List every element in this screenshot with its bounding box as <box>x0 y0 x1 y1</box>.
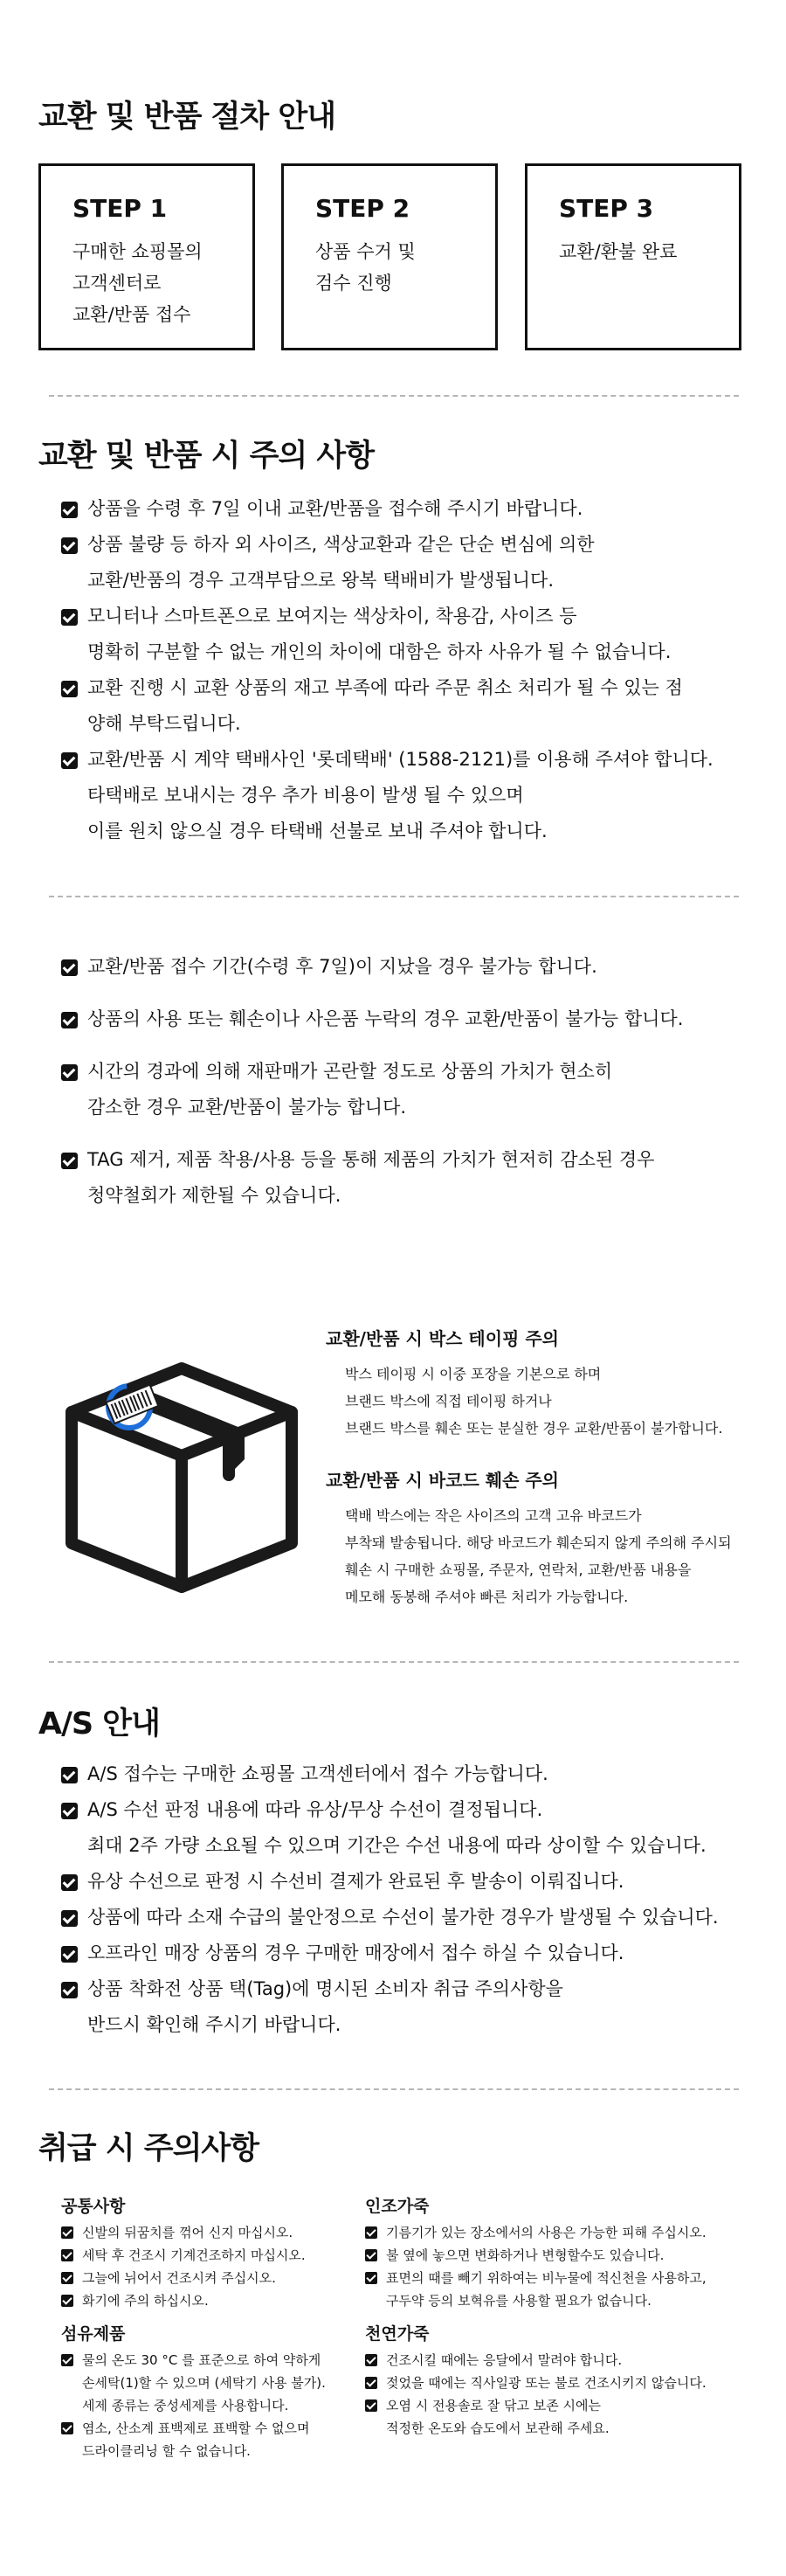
box-with-barcode-icon <box>58 1353 320 1615</box>
checkbox-icon <box>365 2226 377 2239</box>
list-item: 교환/반품 시 계약 택배사인 '롯데택배' (1588-2121)를 이용해 주셔야 합니다. 타택배로 보내시는 경우 추가 비용이 발생 될 수 있으며 이를 원치 않으실 경우 타택배 선불로 보내 주셔야 합니다. <box>61 742 760 849</box>
care-group-title: 천연가죽 <box>365 2324 430 2344</box>
list-item: 오염 시 전용솔로 잘 닦고 보존 시에는 적정한 온도와 습도에서 보관해 주세요. <box>365 2394 776 2440</box>
list-item: 오프라인 매장 상품의 경우 구매한 매장에서 접수 하실 수 있습니다. <box>61 1935 760 1971</box>
list-item: 건조시킬 때에는 응달에서 말려야 합니다. <box>365 2349 776 2372</box>
barcode-notice-title: 교환/반품 시 바코드 훼손 주의 <box>326 1470 559 1491</box>
step-card-2 <box>281 163 498 350</box>
section-divider <box>49 395 739 397</box>
section-divider <box>49 1661 739 1663</box>
care-group-list <box>365 2349 776 2440</box>
checkbox-icon <box>61 1012 78 1028</box>
care-group-title: 공통사항 <box>61 2197 126 2216</box>
list-item: 물의 온도 30 °C 를 표준으로 하여 약하게 손세탁(1)할 수 있으며 (세탁기 사용 불가). 세제 종류는 중성세제를 사용합니다. <box>61 2349 358 2417</box>
list-item: 젖었을 때에는 직사일광 또는 불로 건조시키지 않습니다. <box>365 2372 776 2394</box>
checkbox-icon <box>61 1982 78 1998</box>
checkbox-icon <box>61 681 78 697</box>
checkbox-icon <box>365 2354 377 2366</box>
checkbox-icon <box>61 1767 78 1783</box>
list-item: 세탁 후 건조시 기계건조하지 마십시오. <box>61 2244 358 2267</box>
list-item: 시간의 경과에 의해 재판매가 곤란할 정도로 상품의 가치가 현소히 감소한 경우 교환/반품이 불가능 합니다. <box>61 1054 760 1125</box>
list-item: A/S 접수는 구매한 쇼핑몰 고객센터에서 접수 가능합니다. <box>61 1756 760 1792</box>
list-item: 교환 진행 시 교환 상품의 재고 부족에 따라 주문 취소 처리가 될 수 있는 점 양해 부탁드립니다. <box>61 670 760 742</box>
checkbox-icon <box>61 537 78 554</box>
checkbox-icon <box>61 1946 78 1963</box>
step-title: STEP 3 <box>559 194 654 223</box>
care-group-title: 섬유제품 <box>61 2324 126 2344</box>
list-item: 모니터나 스마트폰으로 보여지는 색상차이, 착용감, 사이즈 등 명확히 구분할 수 없는 개인의 차이에 대함은 하자 사유가 될 수 없습니다. <box>61 599 760 670</box>
checkbox-icon <box>61 1910 78 1927</box>
list-item: 화기에 주의 하십시오. <box>61 2289 358 2312</box>
as-title: A/S 안내 <box>38 1707 160 1742</box>
list-item: 상품의 사용 또는 훼손이나 사은품 누락의 경우 교환/반품이 불가능 합니다. <box>61 1001 760 1037</box>
list-item: 상품을 수령 후 7일 이내 교환/반품을 접수해 주시기 바랍니다. <box>61 491 760 527</box>
step-card-1 <box>38 163 255 350</box>
procedure-title: 교환 및 반품 절차 안내 <box>38 100 336 135</box>
checkbox-icon <box>365 2399 377 2412</box>
cautions-title: 교환 및 반품 시 주의 사항 <box>38 439 375 474</box>
checkbox-icon <box>61 1874 78 1891</box>
list-item: 신발의 뒤꿈치를 꺾어 신지 마십시오. <box>61 2221 358 2244</box>
as-list <box>61 1756 760 2043</box>
care-group-title: 인조가죽 <box>365 2197 430 2216</box>
list-item: TAG 제거, 제품 착용/사용 등을 통해 제품의 가치가 현저히 감소된 경우 청약철회가 제한될 수 있습니다. <box>61 1142 760 1214</box>
list-item: 유상 수선으로 판정 시 수선비 결제가 완료된 후 발송이 이뤄집니다. <box>61 1864 760 1900</box>
restrictions-list <box>61 949 760 1214</box>
checkbox-icon <box>61 2272 73 2284</box>
checkbox-icon <box>61 2295 73 2307</box>
checkbox-icon <box>61 609 78 626</box>
step-card-3 <box>525 163 741 350</box>
step-title: STEP 1 <box>72 194 168 223</box>
section-divider <box>49 896 739 897</box>
list-item: 기름기가 있는 장소에서의 사용은 가능한 피해 주십시오. <box>365 2221 776 2244</box>
list-item: 상품 불량 등 하자 외 사이즈, 색상교환과 같은 단순 변심에 의한 교환/반품의 경우 고객부담으로 왕복 택배비가 발생됩니다. <box>61 527 760 599</box>
care-group-list <box>365 2221 776 2312</box>
checkbox-icon <box>61 2354 73 2366</box>
list-item: 교환/반품 접수 기간(수령 후 7일)이 지났을 경우 불가능 합니다. <box>61 949 760 985</box>
checkbox-icon <box>61 1153 78 1169</box>
list-item: A/S 수선 판정 내용에 따라 유상/무상 수선이 결정됩니다. 최대 2주 가량 소요될 수 있으며 기간은 수선 내용에 따라 상이할 수 있습니다. <box>61 1792 760 1864</box>
barcode-notice-text: 택배 박스에는 작은 사이즈의 고객 고유 바코드가 부착돼 발송됩니다. 해당 바코드가 훼손되지 않게 주의해 주시되 훼손 시 구매한 쇼핑몰, 주문자, 연락처, 교환/반품 내용을 메모해 동봉해 주셔야 빠른 처리가 가능합니다. <box>345 1507 732 1605</box>
list-item: 표면의 때를 빼기 위하여는 비누물에 적신천을 사용하고, 구두약 등의 보혁유를 사용할 필요가 없습니다. <box>365 2267 776 2312</box>
checkbox-icon <box>61 2249 73 2261</box>
tape-notice-title: 교환/반품 시 박스 테이핑 주의 <box>326 1328 559 1349</box>
checkbox-icon <box>61 2226 73 2239</box>
checkbox-icon <box>61 502 78 518</box>
care-group-list <box>61 2221 358 2312</box>
tape-notice-text: 박스 테이핑 시 이중 포장을 기본으로 하며 브랜드 박스에 직접 테이핑 하거나 브랜드 박스를 훼손 또는 분실한 경우 교환/반품이 불가합니다. <box>345 1366 723 1437</box>
checkbox-icon <box>365 2377 377 2389</box>
checkbox-icon <box>61 1064 78 1081</box>
step-title: STEP 2 <box>315 194 410 223</box>
list-item: 상품 착화전 상품 택(Tag)에 명시된 소비자 취급 주의사항을 반드시 확인해 주시기 바랍니다. <box>61 1971 760 2043</box>
cautions-list <box>61 491 760 849</box>
list-item: 그늘에 뉘어서 건조시켜 주십시오. <box>61 2267 358 2289</box>
section-divider <box>49 2088 739 2090</box>
checkbox-icon <box>365 2249 377 2261</box>
care-group-list <box>61 2349 358 2462</box>
checkbox-icon <box>61 752 78 769</box>
step-text: 교환/환불 완료 <box>559 241 678 262</box>
checkbox-icon <box>61 959 78 976</box>
care-title: 취급 시 주의사항 <box>38 2131 259 2166</box>
checkbox-icon <box>61 2422 73 2434</box>
checkbox-icon <box>365 2272 377 2284</box>
step-text: 상품 수거 및 검수 진행 <box>315 241 416 294</box>
list-item: 불 옆에 놓으면 변화하거나 변형할수도 있습니다. <box>365 2244 776 2267</box>
list-item: 상품에 따라 소재 수급의 불안정으로 수선이 불가한 경우가 발생될 수 있습니다. <box>61 1900 760 1935</box>
step-text: 구매한 쇼핑몰의 고객센터로 교환/반품 접수 <box>72 241 203 325</box>
list-item: 염소, 산소계 표백제로 표백할 수 없으며 드라이클리닝 할 수 없습니다. <box>61 2417 358 2462</box>
checkbox-icon <box>61 1803 78 1819</box>
